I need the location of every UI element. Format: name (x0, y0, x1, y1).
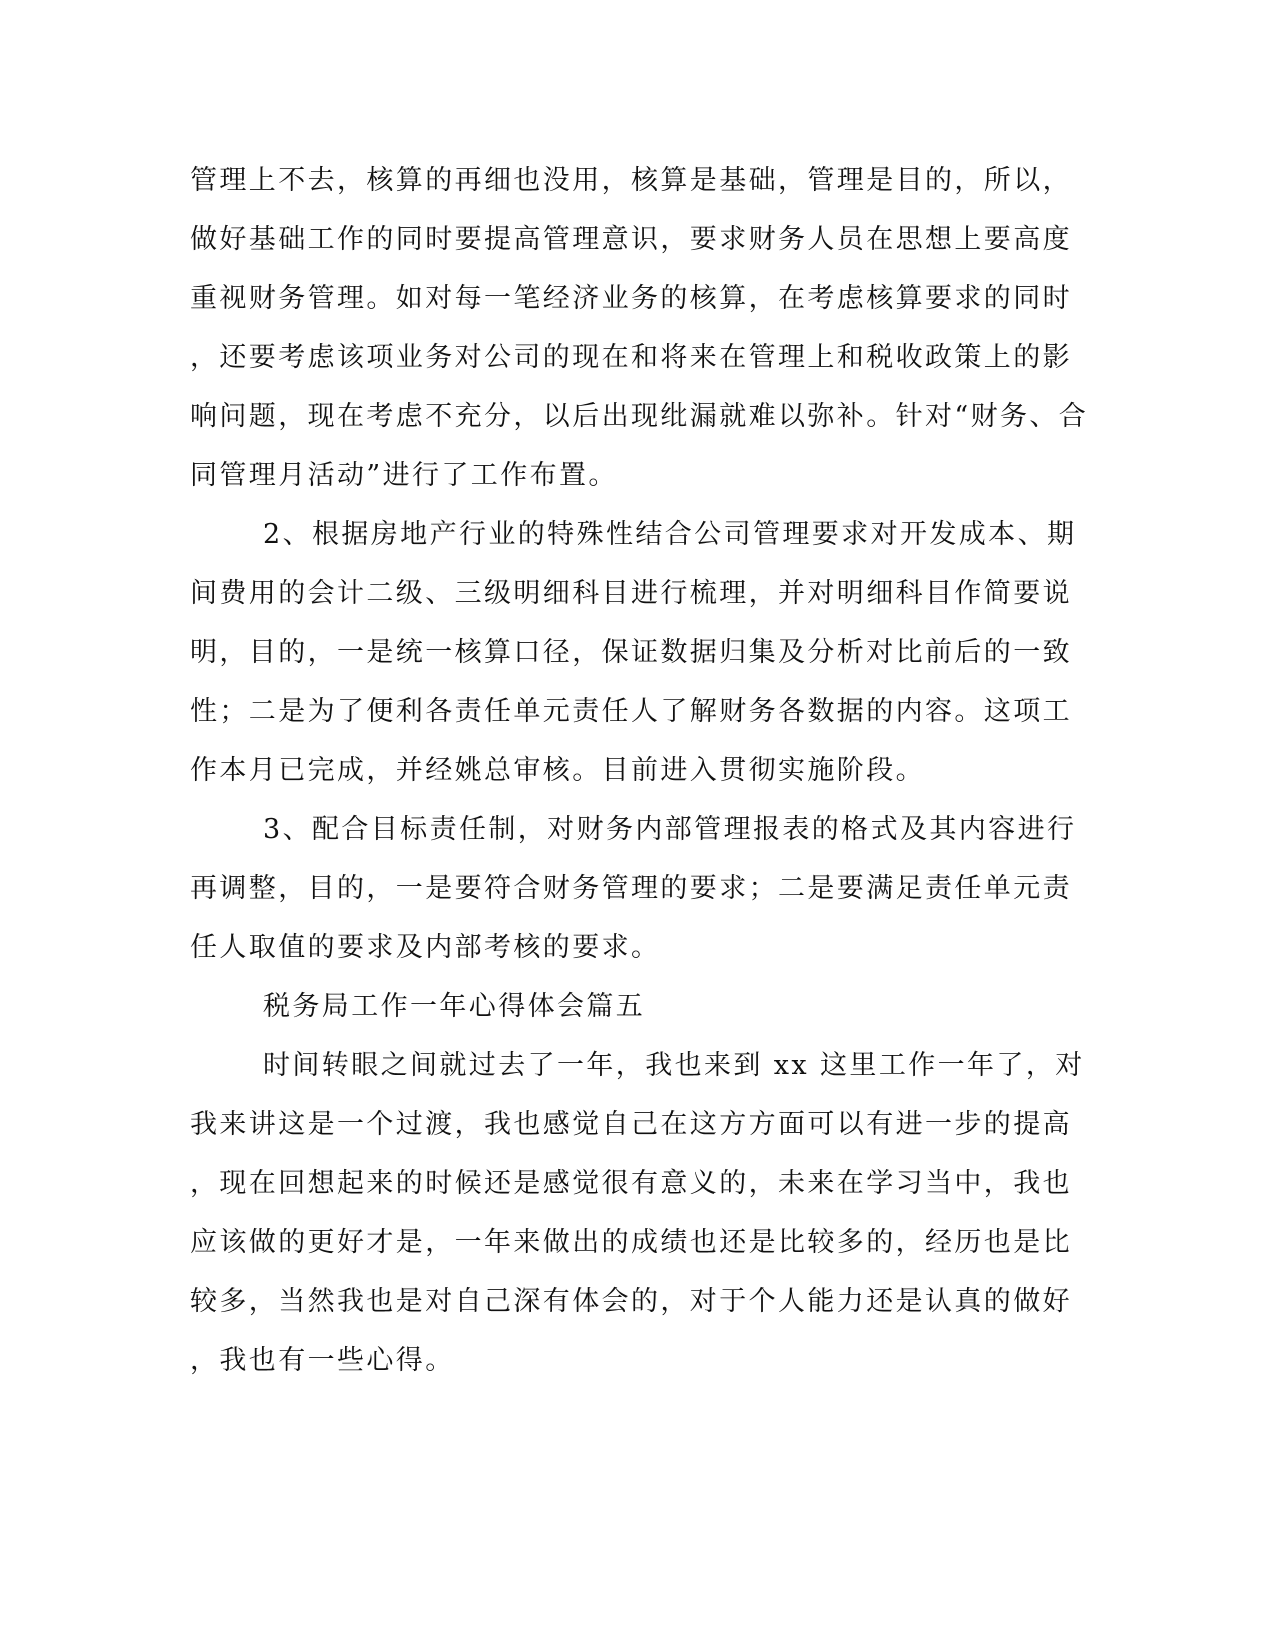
text-line: ，我也有一些心得。 (190, 1345, 455, 1376)
text-line: ，现在回想起来的时候还是感觉很有意义的，未来在学习当中，我也 (190, 1168, 1072, 1199)
text-line: 同管理月活动”进行了工作布置。 (190, 460, 618, 491)
text-line: ，还要考虑该项业务对公司的现在和将来在管理上和税收政策上的影 (190, 342, 1072, 373)
text-line: 明，目的，一是统一核算口径，保证数据归集及分析对比前后的一致 (190, 637, 1072, 668)
text-line: 作本月已完成，并经姚总审核。目前进入贯彻实施阶段。 (190, 755, 925, 786)
text-line: 做好基础工作的同时要提高管理意识，要求财务人员在思想上要高度 (190, 224, 1072, 255)
section-heading: 税务局工作一年心得体会篇五 (263, 991, 646, 1022)
text-line: 重视财务管理。如对每一笔经济业务的核算，在考虑核算要求的同时 (190, 283, 1072, 314)
text-line: 再调整，目的，一是要符合财务管理的要求；二是要满足责任单元责 (190, 873, 1072, 904)
text-line: 响问题，现在考虑不充分，以后出现纰漏就难以弥补。针对“财务、合 (190, 401, 1089, 432)
text-line: 时间转眼之间就过去了一年，我也来到 xx 这里工作一年了，对 (263, 1050, 1085, 1081)
text-line: 我来讲这是一个过渡，我也感觉自己在这方方面可以有进一步的提高 (190, 1109, 1072, 1140)
text-line: 较多，当然我也是对自己深有体会的，对于个人能力还是认真的做好 (190, 1286, 1072, 1317)
text-line: 间费用的会计二级、三级明细科目进行梳理，并对明细科目作简要说 (190, 578, 1072, 609)
text-line: 2、根据房地产行业的特殊性结合公司管理要求对开发成本、期 (263, 519, 1077, 550)
text-line: 性；二是为了便利各责任单元责任人了解财务各数据的内容。这项工 (190, 696, 1072, 727)
text-line: 任人取值的要求及内部考核的要求。 (190, 932, 661, 963)
text-line: 3、配合目标责任制，对财务内部管理报表的格式及其内容进行 (263, 814, 1077, 845)
text-line: 应该做的更好才是，一年来做出的成绩也还是比较多的，经历也是比 (190, 1227, 1072, 1258)
text-line: 管理上不去，核算的再细也没用，核算是基础，管理是目的，所以， (190, 165, 1072, 196)
